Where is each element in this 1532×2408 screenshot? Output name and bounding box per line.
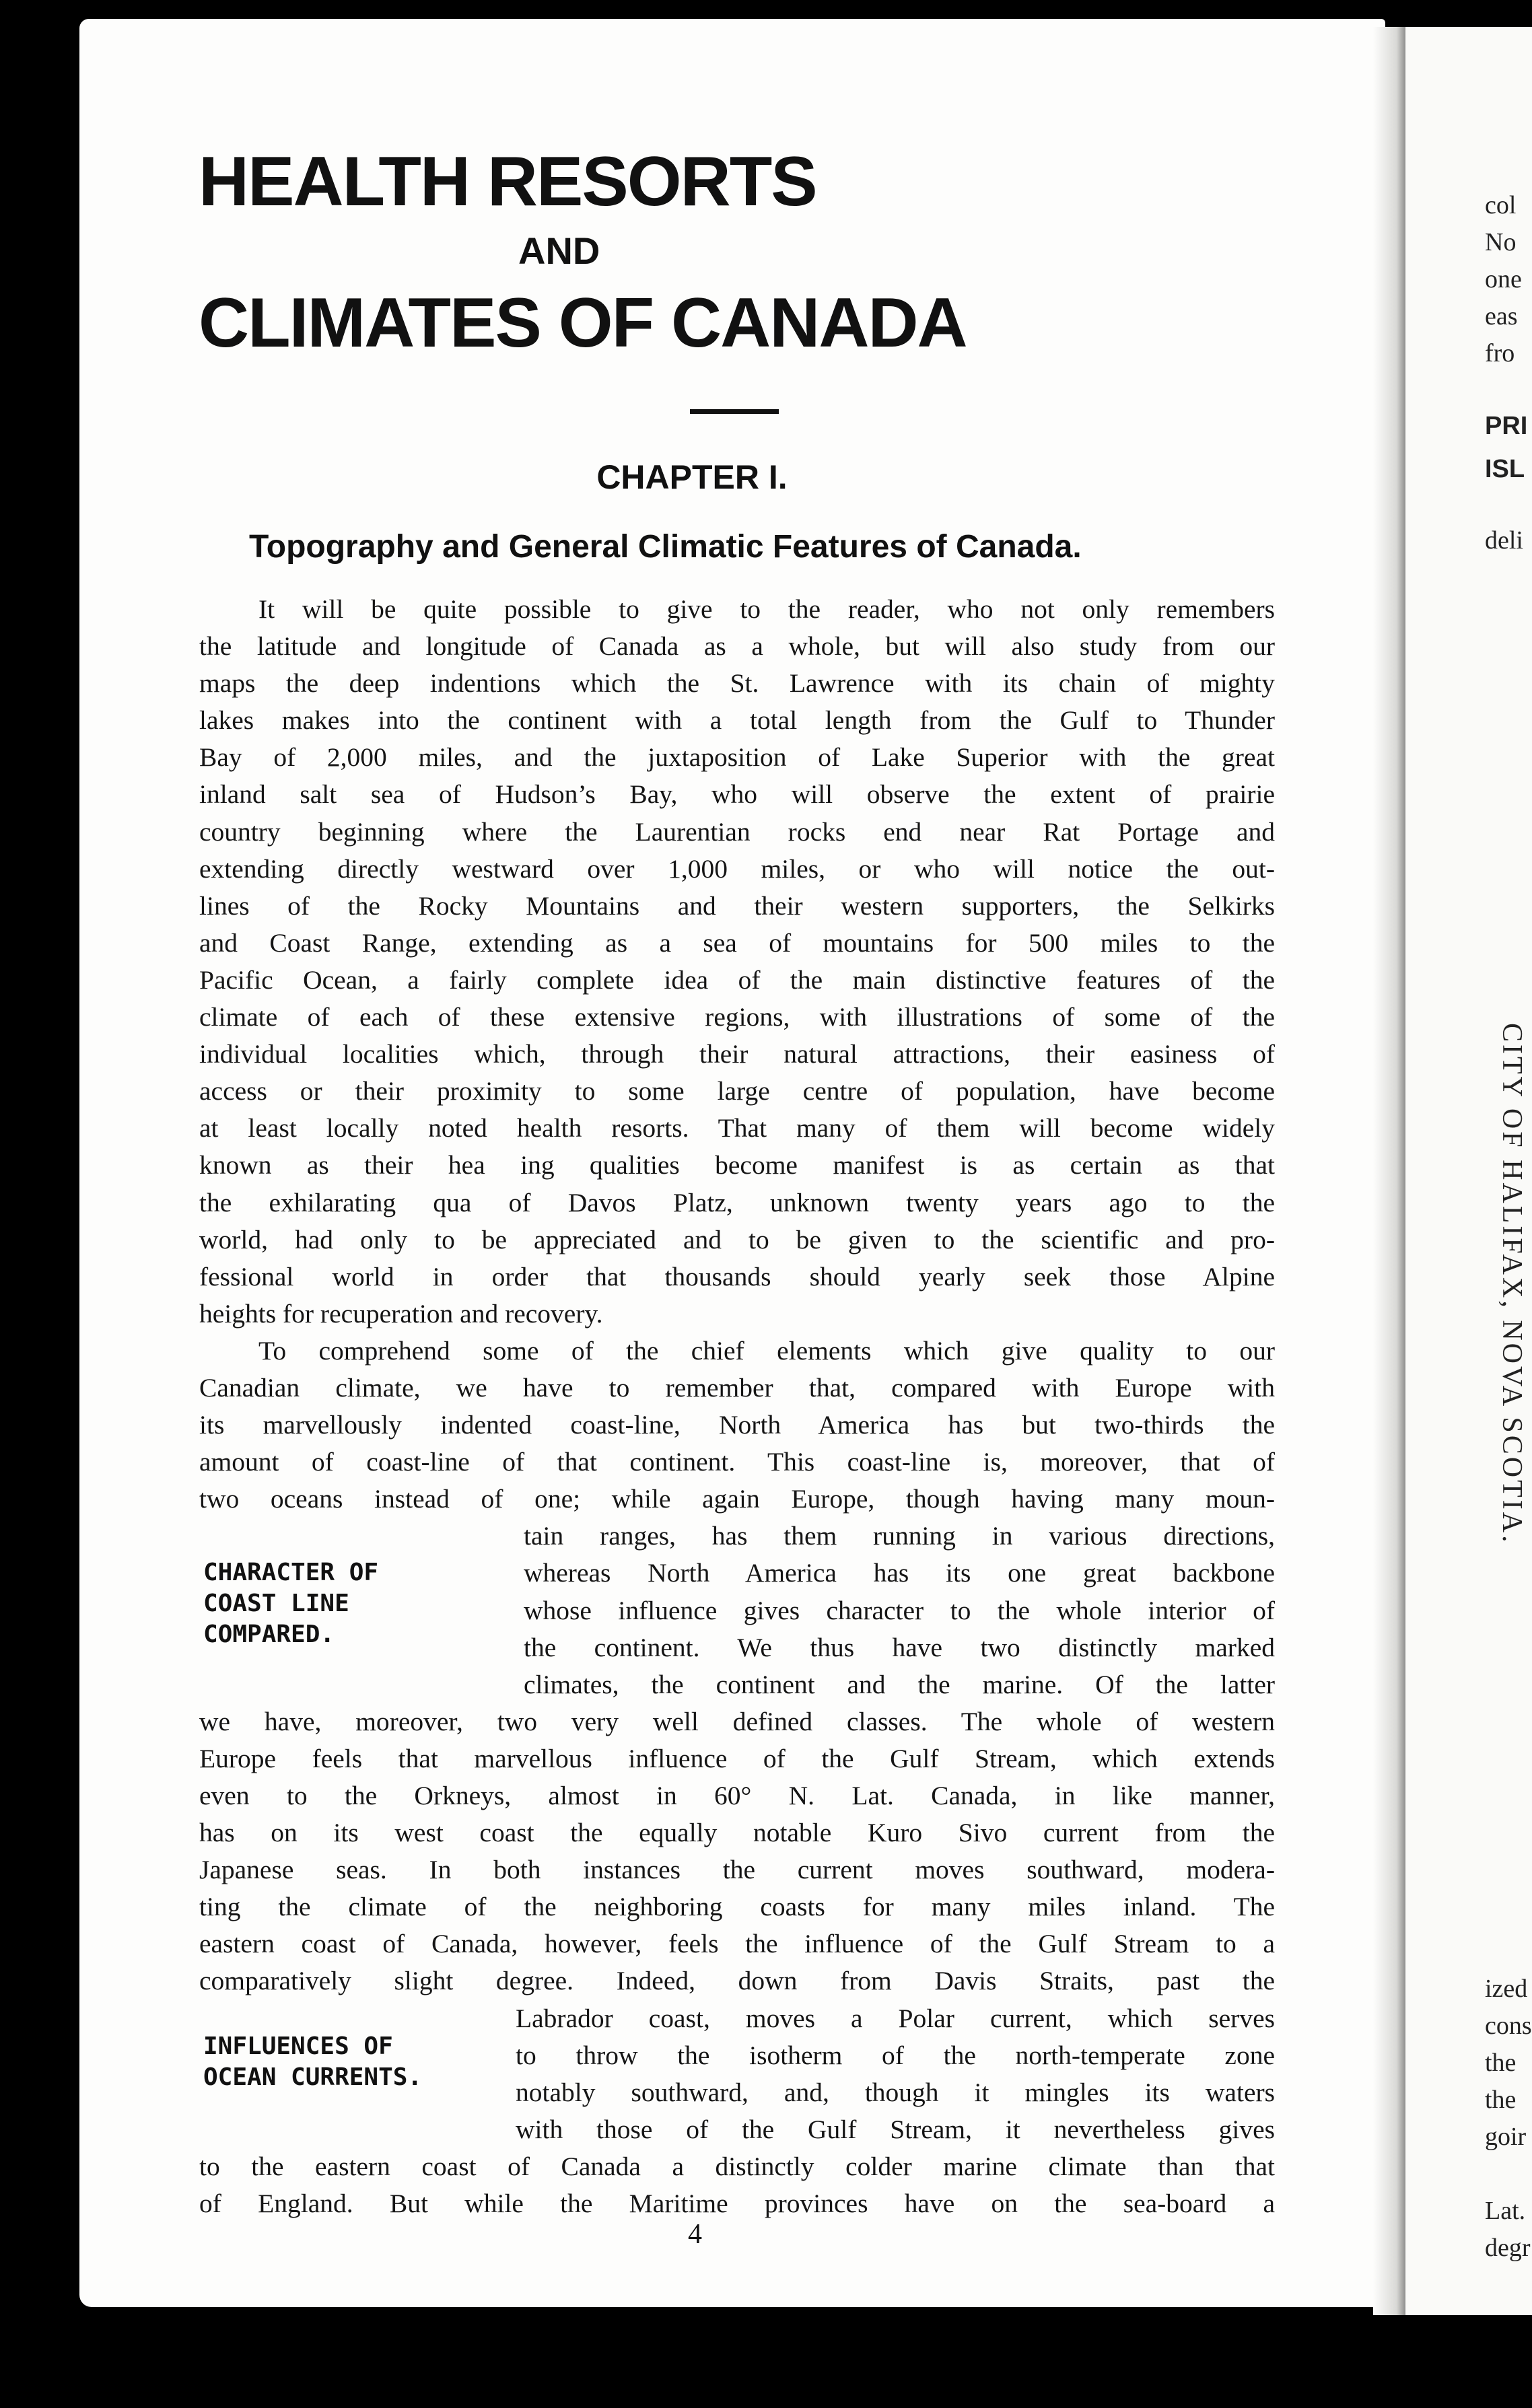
chapter-subtitle: Topography and General Climatic Features of Canada. xyxy=(249,529,1082,565)
body-line: lakes makes into the continent with a total length from the Gulf to Thunder xyxy=(199,705,1275,736)
body-line: tain ranges, has them running in various directions, xyxy=(524,1521,1275,1551)
body-line: Bay of 2,000 miles, and the juxtaposition of Lake Superior with the great xyxy=(199,742,1275,773)
book-title-line-2: AND xyxy=(518,229,600,272)
body-line: individual localities which, through their natural attractions, their easiness of xyxy=(199,1039,1275,1069)
margin-note-line: COAST LINE xyxy=(203,1590,349,1617)
margin-note-ocean-currents xyxy=(203,2031,422,2093)
facing-page-fragment: ized xyxy=(1485,1975,1528,2003)
body-line: heights for recuperation and recovery. xyxy=(199,1298,603,1329)
body-line: climates, the continent and the marine. Of the latter xyxy=(524,1669,1275,1699)
book-title-line-1: HEALTH RESORTS xyxy=(199,143,816,221)
facing-page-fragment: cons xyxy=(1485,2012,1532,2040)
body-line: fessional world in order that thousands should yearly seek those Alpine xyxy=(199,1261,1275,1291)
facing-page-fragment: one xyxy=(1485,265,1522,293)
facing-page-fragment: Lat. xyxy=(1485,2197,1526,2225)
body-line: climate of each of these extensive regions, with illustrations of some of the xyxy=(199,1002,1275,1032)
body-line: ting the climate of the neighboring coasts for many miles inland. The xyxy=(199,1892,1275,1922)
body-line: of England. But while the Maritime provinces have on the sea-board a xyxy=(199,2189,1275,2219)
body-line: two oceans instead of one; while again Europe, though having many moun- xyxy=(199,1484,1275,1514)
body-line: access or their proximity to some large centre of population, have become xyxy=(199,1076,1275,1106)
body-line: extending directly westward over 1,000 miles, or who will notice the out- xyxy=(199,853,1275,884)
title-divider xyxy=(690,409,779,414)
book-title-line-3: CLIMATES OF CANADA xyxy=(199,284,967,362)
facing-page-fragment: fro xyxy=(1485,339,1515,367)
body-line: we have, moreover, two very well defined classes. The whole of western xyxy=(199,1706,1275,1736)
facing-page-fragment: col xyxy=(1485,191,1517,219)
body-line: and Coast Range, extending as a sea of mountains for 500 miles to the xyxy=(199,927,1275,958)
page-number: 4 xyxy=(688,2219,702,2250)
body-line: to throw the isotherm of the north-temperate zone xyxy=(516,2040,1275,2070)
body-line: with those of the Gulf Stream, it nevertheless gives xyxy=(516,2114,1275,2144)
body-line: eastern coast of Canada, however, feels the influence of the Gulf Stream to a xyxy=(199,1929,1275,1959)
body-line: the latitude and longitude of Canada as a whole, but will also study from our xyxy=(199,631,1275,662)
body-line: To comprehend some of the chief elements which give quality to our xyxy=(258,1335,1275,1366)
facing-page-fragment: the xyxy=(1485,2049,1517,2077)
facing-page-fragment: the xyxy=(1485,2086,1517,2114)
body-line: whose influence gives character to the whole interior of xyxy=(524,1595,1275,1625)
body-line: amount of coast-line of that continent. This coast-line is, moreover, that of xyxy=(199,1447,1275,1477)
body-line: has on its west coast the equally notable Kuro Sivo current from the xyxy=(199,1818,1275,1848)
body-line: Europe feels that marvellous influence of the Gulf Stream, which extends xyxy=(199,1743,1275,1773)
margin-note-line: COMPARED. xyxy=(203,1621,335,1648)
facing-page-fragment: deli xyxy=(1485,526,1523,555)
body-line: at least locally noted health resorts. That many of them will become widely xyxy=(199,1113,1275,1143)
facing-page-fragment: eas xyxy=(1485,302,1518,330)
body-line: inland salt sea of Hudson’s Bay, who will observe the extent of prairie xyxy=(199,779,1275,810)
chapter-heading: CHAPTER I. xyxy=(596,458,788,496)
facing-page-fragment: degr xyxy=(1485,2234,1531,2262)
body-line: Labrador coast, moves a Polar current, which serves xyxy=(516,2003,1275,2033)
facing-page-fragment: No xyxy=(1485,228,1517,256)
body-line: to the eastern coast of Canada a distinctly colder marine climate than that xyxy=(199,2151,1275,2181)
body-line: known as their hea ing qualities become manifest is as certain as that xyxy=(199,1150,1275,1180)
margin-note-line: OCEAN CURRENTS. xyxy=(203,2063,423,2091)
body-line: the continent. We thus have two distinctly marked xyxy=(524,1632,1275,1662)
body-line: It will be quite possible to give to the reader, who not only remembers xyxy=(258,594,1275,624)
body-line: whereas North America has its one great backbone xyxy=(524,1558,1275,1588)
body-line: Pacific Ocean, a fairly complete idea of the main distinctive features of the xyxy=(199,964,1275,995)
body-text xyxy=(199,591,1275,2222)
body-line: lines of the Rocky Mountains and their western supporters, the Selkirks xyxy=(199,890,1275,921)
body-line: even to the Orkneys, almost in 60° N. Lat. Canada, in like manner, xyxy=(199,1781,1275,1810)
margin-note-coast-line xyxy=(203,1557,378,1650)
body-line: Canadian climate, we have to remember that, compared with Europe with xyxy=(199,1372,1275,1403)
margin-note-line: INFLUENCES OF xyxy=(203,2032,393,2060)
facing-page-photo-caption: CITY OF HALIFAX, NOVA SCOTIA. xyxy=(1496,1023,1527,1545)
facing-page-heading-fragment: ISL xyxy=(1485,455,1525,483)
body-line: the exhilarating qua of Davos Platz, unknown twenty years ago to the xyxy=(199,1187,1275,1217)
body-line: country beginning where the Laurentian rocks end near Rat Portage and xyxy=(199,816,1275,847)
facing-page-heading-fragment: PRI xyxy=(1485,412,1528,440)
body-line: its marvellously indented coast-line, North America has but two-thirds the xyxy=(199,1410,1275,1440)
body-line: Japanese seas. In both instances the current moves southward, modera- xyxy=(199,1855,1275,1885)
body-line: comparatively slight degree. Indeed, down from Davis Straits, past the xyxy=(199,1966,1275,1996)
facing-page-fragment: goir xyxy=(1485,2123,1527,2151)
body-line: world, had only to be appreciated and to be given to the scientific and pro- xyxy=(199,1224,1275,1254)
body-line: notably southward, and, though it mingles its waters xyxy=(516,2077,1275,2107)
margin-note-line: CHARACTER OF xyxy=(203,1559,379,1586)
body-line: maps the deep indentions which the St. Lawrence with its chain of mighty xyxy=(199,668,1275,699)
